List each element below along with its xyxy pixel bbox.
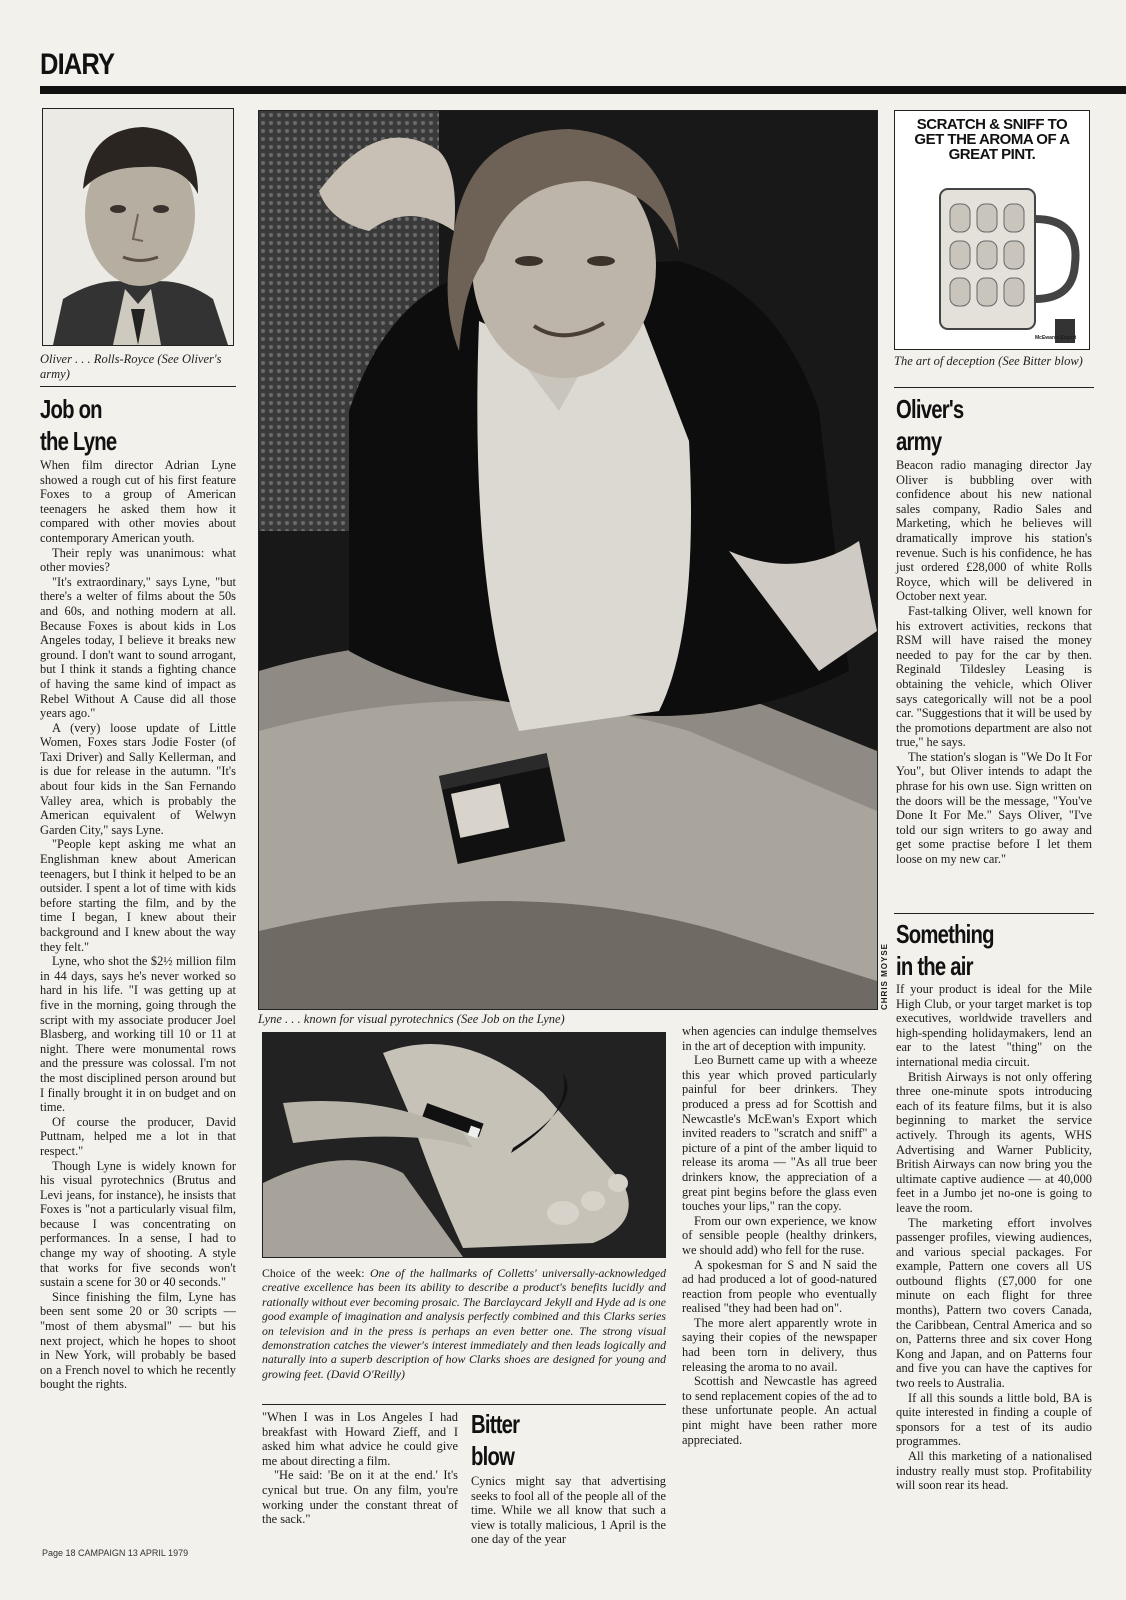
oliver-portrait-caption: Oliver . . . Rolls-Royce (See Oliver's army) [40, 352, 222, 381]
masthead-rule [40, 86, 1126, 94]
paragraph: Of course the producer, David Puttnam, helped me a lot in that respect." [40, 1114, 236, 1158]
bitter-article-body [682, 1024, 877, 1447]
photo-credit: CHRIS MOYSE [880, 942, 889, 1010]
bitter-headline-line2: blow [471, 1441, 515, 1471]
paragraph: All this marketing of a nationalised industry really must stop. Profitability will soon rear its head. [896, 1449, 1092, 1493]
paragraph: "People kept asking me what an Englishman knew about American teenagers, but I think it helped to be an outsider. I spent a lot of time with kids before starting the film, and by the time I began, I knew about their background and I knew about the way they felt." [40, 837, 236, 954]
divider [894, 387, 1094, 388]
paragraph: Scottish and Newcastle has agreed to send replacement copies of the ad to these unfortunate people. An actual pint might have been rather more appreciated. [682, 1374, 877, 1447]
clarks-photo [262, 1032, 666, 1258]
oliver-headline-line1: Oliver's [896, 394, 964, 424]
paragraph: Cynics might say that advertising seeks to fool all of the people all of the time. While we all know that such a view is totally malicious, 1 April is the one day of the year [471, 1474, 666, 1547]
job-article-body [40, 458, 236, 1518]
paragraph: Fast-talking Oliver, well known for his extrovert activities, reckons that RSM will have raised the money needed to pay for the car by then. Reginald Tildesley Leasing is obtaining the vehicle, which Oliver says categorically will not be a pool car. "Suggestions that it will be used by the promotions department are also not true," he says. [896, 603, 1092, 750]
paragraph: "When I was in Los Angeles I had breakfast with Howard Zieff, and I asked him what advice he could give me about directing a film. [262, 1410, 458, 1468]
job-article-continuation [262, 1410, 458, 1527]
choice-lead: Choice of the week: [262, 1266, 371, 1280]
divider [40, 386, 236, 387]
choice-body: One of the hallmarks of Colletts' universally-acknowledged creative excellence has been its ability to describe a product's benefits lucidly and rationally without ever becoming prosaic. The Barclaycard Jekyll and Hyde ad is one good example of imagination and analysis perfectly combined and this Clarks series on television and in the press is perhaps an even better one. The strong visual demonstration catches the viewer's interest immediately and then leads logically and naturally into a superb description of how Clarks shoes are designed for young and growing feet. (David O'Reilly) [262, 1266, 666, 1381]
job-headline-line1: Job on [40, 394, 102, 424]
paragraph: Beacon radio managing director Jay Oliver is bubbling over with confidence about his new national sales company, Radio Sales and Marketing, which he believes will dramatically improve his station's revenue. Such is his confidence, he has just ordered £28,000 of white Rolls Royce, which will be delivered in October next year. [896, 458, 1092, 604]
oliver-portrait [42, 108, 234, 346]
paragraph: The marketing effort involves passenger profiles, viewing audiences, and various special packages. For example, Pattern one covers all US outbound flights (£7,000 for one minute on each flight for three months), Pattern two covers Canada, the Caribbean, Central America and so on, Patterns three and six cover Hong Kong and Japan, and on Patterns four and five you can have the captives for two reels to Australia. [896, 1215, 1092, 1391]
paragraph: Leo Burnett came up with a wheeze this year which proved particularly painful for beer drinkers. They produced a press ad for Scottish and Newcastle's McEwan's Export which invited readers to "scratch and sniff" a picture of a pint of the amber liquid to release its aroma — "As all true beer drinkers know, the appreciation of a great pint begins before the glass even touches your lips," ran the copy. [682, 1053, 877, 1214]
ad-caption: The art of deception (See Bitter blow) [894, 354, 1083, 368]
mcewans-ad [894, 110, 1090, 350]
bitter-article-lead [471, 1474, 666, 1547]
paragraph: "He said: 'Be on it at the end.' It's cynical but true. On any film, you're working under the constant threat of the sack." [262, 1468, 458, 1527]
lyne-photo [258, 110, 878, 1010]
choice-of-week-caption [262, 1266, 666, 1381]
paragraph: Lyne, who shot the $2½ million film in 44 days, says he's never worked so hard in his life. "I was getting up at five in the morning, going through the script with my associate producer Joel Blasberg, and working till 10 or 11 at night. There were monumental rows and the pressure was colossal. I'm not the most disciplined person around but I finally brought it in on budget and on time. [40, 954, 236, 1115]
paragraph: When film director Adrian Lyne showed a rough cut of his first feature Foxes to a group of American teenagers he asked them how it compared with other movies about contemporary American youth. [40, 458, 236, 545]
paragraph: Since finishing the film, Lyne has been sent some 20 or 30 scripts — "most of them abysmal" — but his next project, which he hopes to shoot in New York, will probably be based on a French novel to which he recently bought the rights. [40, 1289, 236, 1392]
paragraph: The more alert apparently wrote in saying their copies of the newspaper had been torn in delivery, thus releasing the aroma to no avail. [682, 1315, 877, 1374]
paragraph: when agencies can indulge themselves in the art of deception with impunity. [682, 1024, 877, 1053]
paragraph: From our own experience, we know of sensible people (healthy drinkers, we should add) who fell for the ruse. [682, 1213, 877, 1257]
paragraph: Though Lyne is widely known for his visual pyrotechnics (Brutus and Levi jeans, for instance), he insists that Foxes is "not a particularly visual film, because I was concentrating on performances. In a sense, I had to change my way of shooting. A style that works for five seconds won't sustain a scene for 30 or 40 seconds." [40, 1158, 236, 1290]
paragraph: A (very) loose update of Little Women, Foxes stars Jodie Foster (of Taxi Driver) and Sally Kellerman, and is due for release in the autumn. "It's about four kids in the San Fernando Valley area, which is probably the American equivalent of Welwyn Garden City," says Lyne. [40, 720, 236, 837]
something-article-body [896, 982, 1092, 1550]
page-folio: Page 18 CAMPAIGN 13 APRIL 1979 [42, 1548, 189, 1558]
something-headline-line2: in the air [896, 951, 973, 981]
paragraph: "It's extraordinary," says Lyne, "but there's a welter of films about the 50s and 60s, and nothing modern at all. Because Foxes is about kids in Los Angeles today, I believe it breaks new ground. I don't want to sound arrogant, but I think it stands a fighting chance of having the same kind of impact as Rebel Without A Cause did all those years ago." [40, 574, 236, 721]
ad-brand: McEwan's Export [1035, 335, 1077, 341]
paragraph: If your product is ideal for the Mile High Club, or your target market is top executives, worldwide travellers and high-spending holidaymakers, lend an ear to the latest "thing" on the international media circuit. [896, 982, 1092, 1069]
paragraph: A spokesman for S and N said the ad had produced a lot of good-natured reaction from people who eventually realised "they had been had on". [682, 1257, 877, 1316]
oliver-headline-line2: army [896, 426, 942, 456]
divider [262, 1404, 666, 1405]
paragraph: The station's slogan is "We Do It For You", but Oliver intends to adapt the phrase for his own use. Sign written on the doors will be the message, "You've Done It For Me." Says Oliver, "I've told our sign writers to go away and get some practise before I let them loose on my new car." [896, 749, 1092, 867]
something-headline-line1: Something [896, 919, 994, 949]
paragraph: If all this sounds a little bold, BA is quite interested in finding a couple of sponsors for a test of its audio programmes. [896, 1390, 1092, 1449]
divider [894, 913, 1094, 914]
ad-headline: SCRATCH & SNIFF TO GET THE AROMA OF A GREAT PINT. [914, 116, 1070, 163]
paragraph: British Airways is not only offering three one-minute spots introducing each of its feature films, but it is also beginning to market the service actively. Through its agents, WHS Advertising and Warner Publicity, British Airways can now bring you the ultimate captive audience — at 40,000 feet in a Jumbo jet no-one is going to leave the room. [896, 1069, 1092, 1215]
lyne-photo-caption: Lyne . . . known for visual pyrotechnics (See Job on the Lyne) [258, 1012, 565, 1026]
job-headline-line2: the Lyne [40, 426, 117, 456]
paragraph: Their reply was unanimous: what other movies? [40, 545, 236, 575]
bitter-headline-line1: Bitter [471, 1409, 520, 1439]
masthead: DIARY [40, 48, 115, 81]
oliver-article-body [896, 458, 1092, 867]
